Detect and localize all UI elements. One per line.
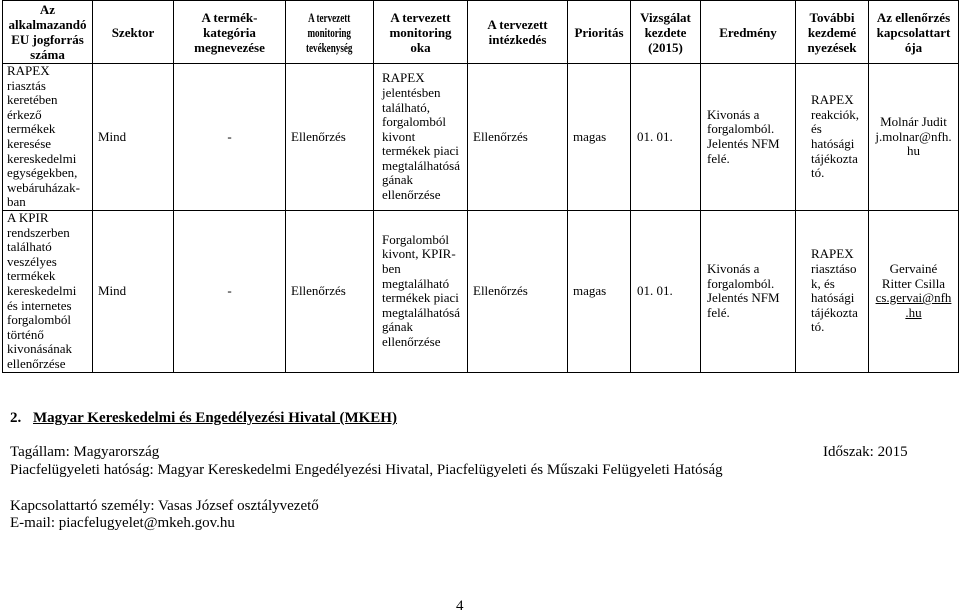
monitoring-plan-table: [2, 0, 959, 373]
cell-activity: Ellenőrzés: [286, 211, 374, 373]
cell-further: RAPEX riasztáso k, és hatósági tájékozta tó.: [796, 211, 869, 373]
cell-start: 01. 01.: [631, 211, 701, 373]
cell-reason: RAPEX jelentésben található, forgalomból kivont termékek piaci megtalálhatósá gának ellenőrzése: [374, 64, 468, 211]
cell-further: RAPEX reakciók, és hatósági tájékozta tó.: [796, 64, 869, 211]
cell-eu-source: RAPEX riasztás keretében érkező termékek keresése kereskedelmi egységekben, webáruházak- ban: [3, 64, 93, 211]
contact-person: Kapcsolattartó személy: Vasas József osztályvezető: [10, 498, 319, 514]
table-header-row: [3, 1, 959, 64]
cell-priority: magas: [568, 64, 631, 211]
cell-sector: Mind: [93, 64, 174, 211]
cell-result: Kivonás a forgalomból. Jelentés NFM felé.: [701, 64, 796, 211]
member-state: Tagállam: Magyarország: [10, 444, 160, 460]
contact-name: Gervainé Ritter Csilla: [881, 261, 946, 291]
cell-category: -: [174, 64, 286, 211]
cell-category: -: [174, 211, 286, 373]
contact-name: Molnár Judit: [880, 114, 947, 130]
header-activity: [286, 1, 374, 64]
header-eu-source: Az alkalmazandó EU jogforrás száma: [3, 1, 93, 64]
contact-email: j.molnar@nfh. hu: [875, 128, 952, 159]
header-result: Eredmény: [701, 1, 796, 64]
cell-eu-source: A KPIR rendszerben található veszélyes termékek kereskedelmi és internetes forgalomból történő kivonásának ellenőrzése: [3, 211, 93, 373]
header-further: További kezdemé nyezések: [796, 1, 869, 64]
cell-reason: Forgalomból kivont, KPIR- ben megtalálható termékek piaci megtalálhatósá gának ellenőrzése: [374, 211, 468, 373]
cell-activity: Ellenőrzés: [286, 64, 374, 211]
cell-sector: Mind: [93, 211, 174, 373]
table-row: [3, 64, 959, 211]
cell-priority: magas: [568, 211, 631, 373]
header-priority: Prioritás: [568, 1, 631, 64]
header-reason: A tervezett monitoring oka: [374, 1, 468, 64]
section-title: Magyar Kereskedelmi és Engedélyezési Hivatal (MKEH): [33, 410, 397, 426]
cell-measure: Ellenőrzés: [468, 211, 568, 373]
cell-contact: [869, 211, 959, 373]
cell-contact: [869, 64, 959, 211]
table-row: [3, 211, 959, 373]
section-number: 2.: [10, 410, 22, 426]
cell-result: Kivonás a forgalomból. Jelentés NFM felé.: [701, 211, 796, 373]
header-contact: Az ellenőrzés kapcsolattart ója: [869, 1, 959, 64]
cell-start: 01. 01.: [631, 64, 701, 211]
market-surveillance-authority: Piacfelügyeleti hatóság: Magyar Kereskedelmi Engedélyezési Hivatal, Piacfelügyeleti és Műszaki Felügyeleti Hatóság: [10, 462, 723, 478]
contact-email-line: E-mail: piacfelugyelet@mkeh.gov.hu: [10, 515, 235, 531]
header-start: Vizsgálat kezdete (2015): [631, 1, 701, 64]
header-sector: Szektor: [93, 1, 174, 64]
header-activity-label: A tervezett monitoring tevékenység: [306, 9, 353, 55]
contact-email-link[interactable]: cs.gervai@nfh .hu: [875, 290, 952, 320]
period: Időszak: 2015: [823, 444, 908, 460]
page-number: 4: [456, 598, 464, 614]
header-category: A termék- kategória megnevezése: [174, 1, 286, 64]
cell-measure: Ellenőrzés: [468, 64, 568, 211]
header-measure: A tervezett intézkedés: [468, 1, 568, 64]
